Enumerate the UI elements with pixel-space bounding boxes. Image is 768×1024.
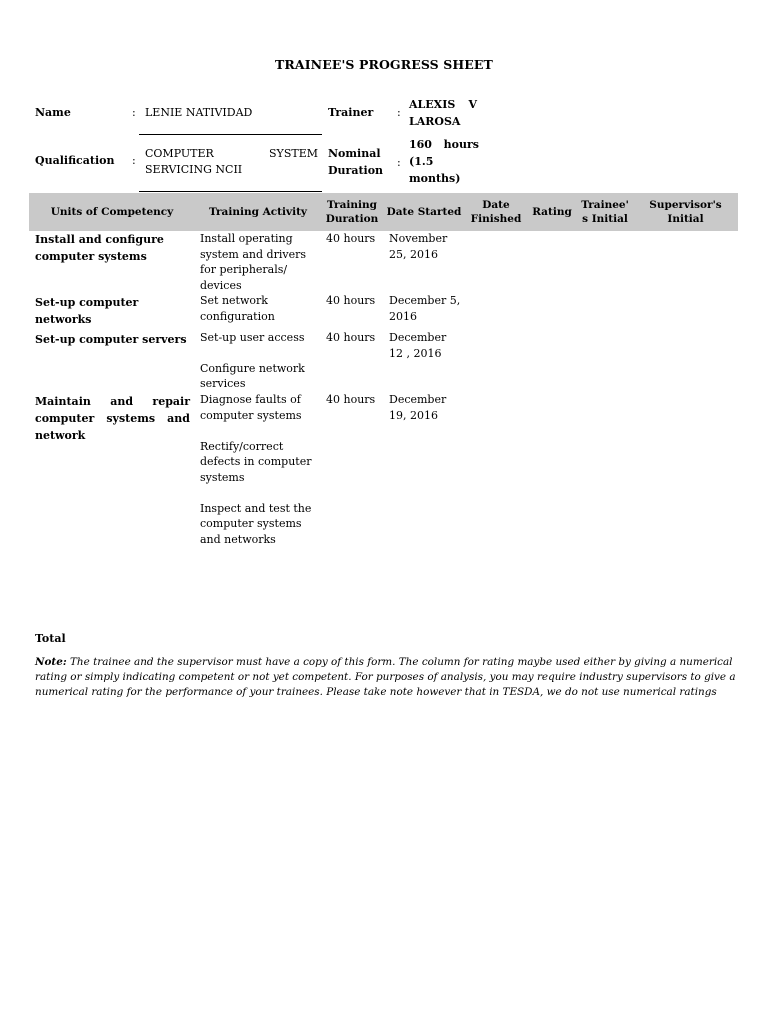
note-paragraph	[35, 655, 740, 700]
training-activity: Set-up user access Configure network services	[200, 331, 305, 390]
unit-of-competency: network	[35, 429, 86, 442]
table-row	[35, 393, 190, 444]
unit-of-competency: computer systems and	[35, 412, 190, 425]
trainer-value-line1: ALEXIS V	[409, 98, 477, 111]
date-started: December 19, 2016	[389, 393, 447, 422]
page-title: TRAINEE'S PROGRESS SHEET	[275, 57, 493, 72]
training-duration: 40 hours	[326, 294, 376, 307]
header-date-finished: Date Finished	[470, 199, 522, 225]
name-underline	[139, 134, 322, 135]
unit-of-competency: networks	[35, 313, 92, 326]
qualification-value-line1: COMPUTER SYSTEM	[145, 147, 318, 160]
header-units-of-competency: Units of Competency	[50, 206, 174, 218]
name-label: Name	[35, 106, 71, 119]
nominal-duration-value-line1: 160 hours	[409, 138, 479, 151]
nominal-duration-label-1: Nominal	[328, 147, 381, 160]
table-row	[35, 331, 200, 348]
header-supervisor-initial: Supervisor's Initial	[649, 199, 722, 225]
header-date-started: Date Started	[386, 206, 462, 218]
unit-of-competency: Maintain and repair	[35, 395, 190, 408]
header-rating: Rating	[532, 206, 572, 218]
header-trainee-initial: Trainee' s Initial	[581, 199, 629, 225]
qualification-value-line2: SERVICING NCII	[145, 163, 243, 176]
training-activity: Set network configuration	[200, 294, 275, 323]
training-duration: 40 hours	[326, 232, 376, 245]
training-duration: 40 hours	[326, 393, 376, 406]
trainer-value-line2: LAROSA	[409, 115, 461, 128]
total-label: Total	[35, 632, 66, 645]
table-row	[35, 294, 195, 328]
table-header	[29, 193, 738, 231]
header-training-activity: Training Activity	[208, 206, 308, 218]
name-colon: :	[132, 106, 136, 119]
date-started: December 12 , 2016	[389, 331, 447, 360]
note-label: Note:	[35, 656, 67, 668]
table-row	[35, 231, 195, 265]
training-activity: Diagnose faults of computer systems Rectify/correct defects in computer systems Inspect and test the computer systems and networks	[200, 393, 312, 546]
unit-of-competency: Install and configure	[35, 233, 164, 246]
training-activity: Install operating system and drivers for peripherals/ devices	[200, 232, 306, 292]
nominal-duration-colon: :	[397, 156, 401, 169]
unit-of-competency: Set-up computer servers	[35, 333, 187, 346]
unit-of-competency: computer systems	[35, 250, 147, 263]
nominal-duration-label-2: Duration	[328, 164, 384, 177]
qualification-colon: :	[132, 154, 136, 167]
unit-of-competency: Set-up computer	[35, 296, 139, 309]
note-text: The trainee and the supervisor must have a copy of this form. The column for rating maybe used either by giving a numerical rating or simply indicating competent or not yet competent. For purposes of analysis, you may require industry supervisors to give a numerical rating for the performance of your trainees. Please take note however that in TESDA, we do not use numerical ratings	[35, 656, 736, 698]
trainer-colon: :	[397, 106, 401, 119]
nominal-duration-value-line3: months)	[409, 172, 461, 185]
qualification-underline	[139, 191, 322, 192]
date-started: December 5, 2016	[389, 294, 461, 323]
name-value: LENIE NATIVIDAD	[145, 106, 253, 119]
qualification-label: Qualification	[35, 154, 115, 167]
trainer-label: Trainer	[328, 106, 374, 119]
header-training-duration: Training Duration	[325, 199, 379, 225]
date-started: November 25, 2016	[389, 232, 448, 261]
nominal-duration-value-line2: (1.5	[409, 155, 434, 168]
training-duration: 40 hours	[326, 331, 376, 344]
